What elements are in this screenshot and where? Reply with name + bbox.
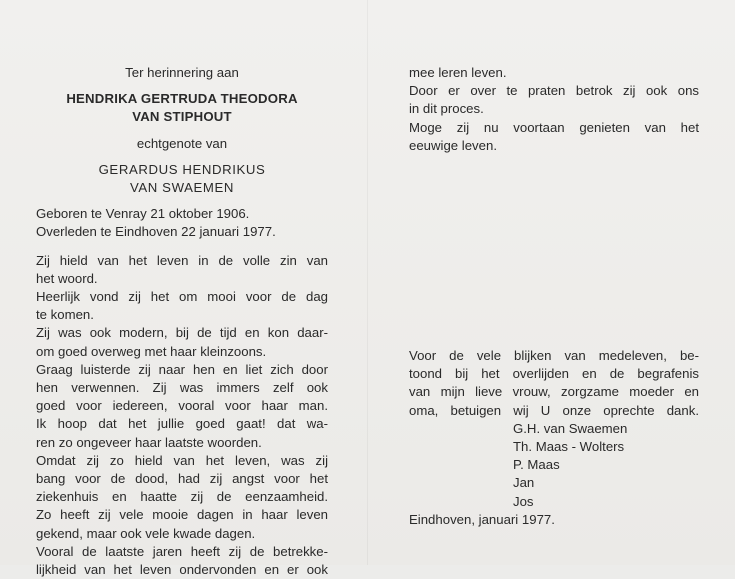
signatory: Th. Maas - Wolters: [513, 439, 625, 455]
tribute-line: Door er over te praten betrok zij ook ons: [409, 83, 699, 99]
tribute-line: Omdat zij zo hield van het leven, was zij: [36, 452, 328, 468]
tribute-line: Zij hield van het leven in de volle zin van: [36, 252, 328, 268]
tribute-line: Zij was ook modern, bij de tijd en kon daar-: [36, 325, 328, 341]
tribute-line: goed voor iedereen, vooral voor haar man.: [36, 398, 328, 414]
tribute-line: Vooral de laatste jaren heeft zij de betrekke-: [36, 543, 328, 559]
tribute-line: ren zo ongeveer haar laatste woorden.: [36, 434, 262, 450]
deceased-name-line2: VAN STIPHOUT: [132, 109, 232, 125]
tribute-line: om goed overweg met haar kleinzoons.: [36, 343, 267, 359]
tribute-line: Graag luisterde zij naar hen en liet zich door: [36, 361, 328, 377]
spouse-name-line1: GERARDUS HENDRIKUS: [98, 161, 266, 177]
tribute-line: lijkheid van het leven ondervonden en er ook: [36, 562, 328, 578]
tribute-line: hen verwennen. Zij was immers zelf ook: [36, 380, 328, 396]
tribute-text-left: [36, 252, 328, 579]
death-line: Overleden te Eindhoven 22 januari 1977.: [36, 224, 276, 240]
heading: [36, 64, 328, 197]
heading-intro: Ter herinnering aan: [125, 65, 239, 80]
tribute-line: ziekenhuis en haatte zij de eenzaamheid.: [36, 489, 328, 505]
place-date: Eindhoven, januari 1977.: [409, 512, 555, 527]
thanks-line: van mijn lieve vrouw, zorgzame moeder en: [409, 384, 699, 400]
tribute-line: mee leren leven.: [409, 65, 507, 80]
tribute-line: Ik hoop dat het jullie goed gaat! dat wa-: [36, 416, 328, 432]
tribute-text-right: [409, 64, 699, 155]
spouse-intro: echtgenote van: [136, 135, 228, 151]
thanks-line: oma, betuigen wij U onze oprechte dank.: [409, 402, 699, 418]
left-panel: [36, 64, 328, 579]
signatory: G.H. van Swaemen: [513, 420, 628, 436]
thanks-section: [409, 347, 699, 511]
tribute-line: bang voor de dood, had zij angst voor het: [36, 471, 328, 487]
tribute-line: Heerlijk vond zij het om mooi voor de dag: [36, 289, 328, 305]
signatory: Jan: [513, 475, 535, 491]
tribute-line: Zo heeft zij vele mooie dagen in haar leven: [36, 507, 328, 523]
spouse-name-line2: VAN SWAEMEN: [129, 180, 235, 196]
fold-line: [367, 0, 368, 565]
tribute-line: gekend, maar ook vele kwade dagen.: [36, 525, 256, 541]
thanks-line: Voor de vele blijken van medeleven, be-: [409, 348, 699, 363]
signatory: Jos: [513, 493, 534, 509]
tribute-line: het woord.: [36, 270, 98, 286]
birth-line: Geboren te Venray 21 oktober 1906.: [36, 206, 250, 222]
tribute-line: eeuwige leven.: [409, 137, 497, 153]
deceased-name-line1: HENDRIKA GERTRUDA THEODORA: [66, 91, 298, 107]
tribute-line: Moge zij nu voortaan genieten van het: [409, 119, 699, 135]
signatories: [513, 420, 699, 511]
tribute-line: in dit proces.: [409, 101, 484, 117]
thanks-line: toond bij het overlijden en de begrafenis: [409, 366, 699, 382]
tribute-line: te komen.: [36, 307, 94, 323]
signatory: P. Maas: [513, 457, 560, 473]
